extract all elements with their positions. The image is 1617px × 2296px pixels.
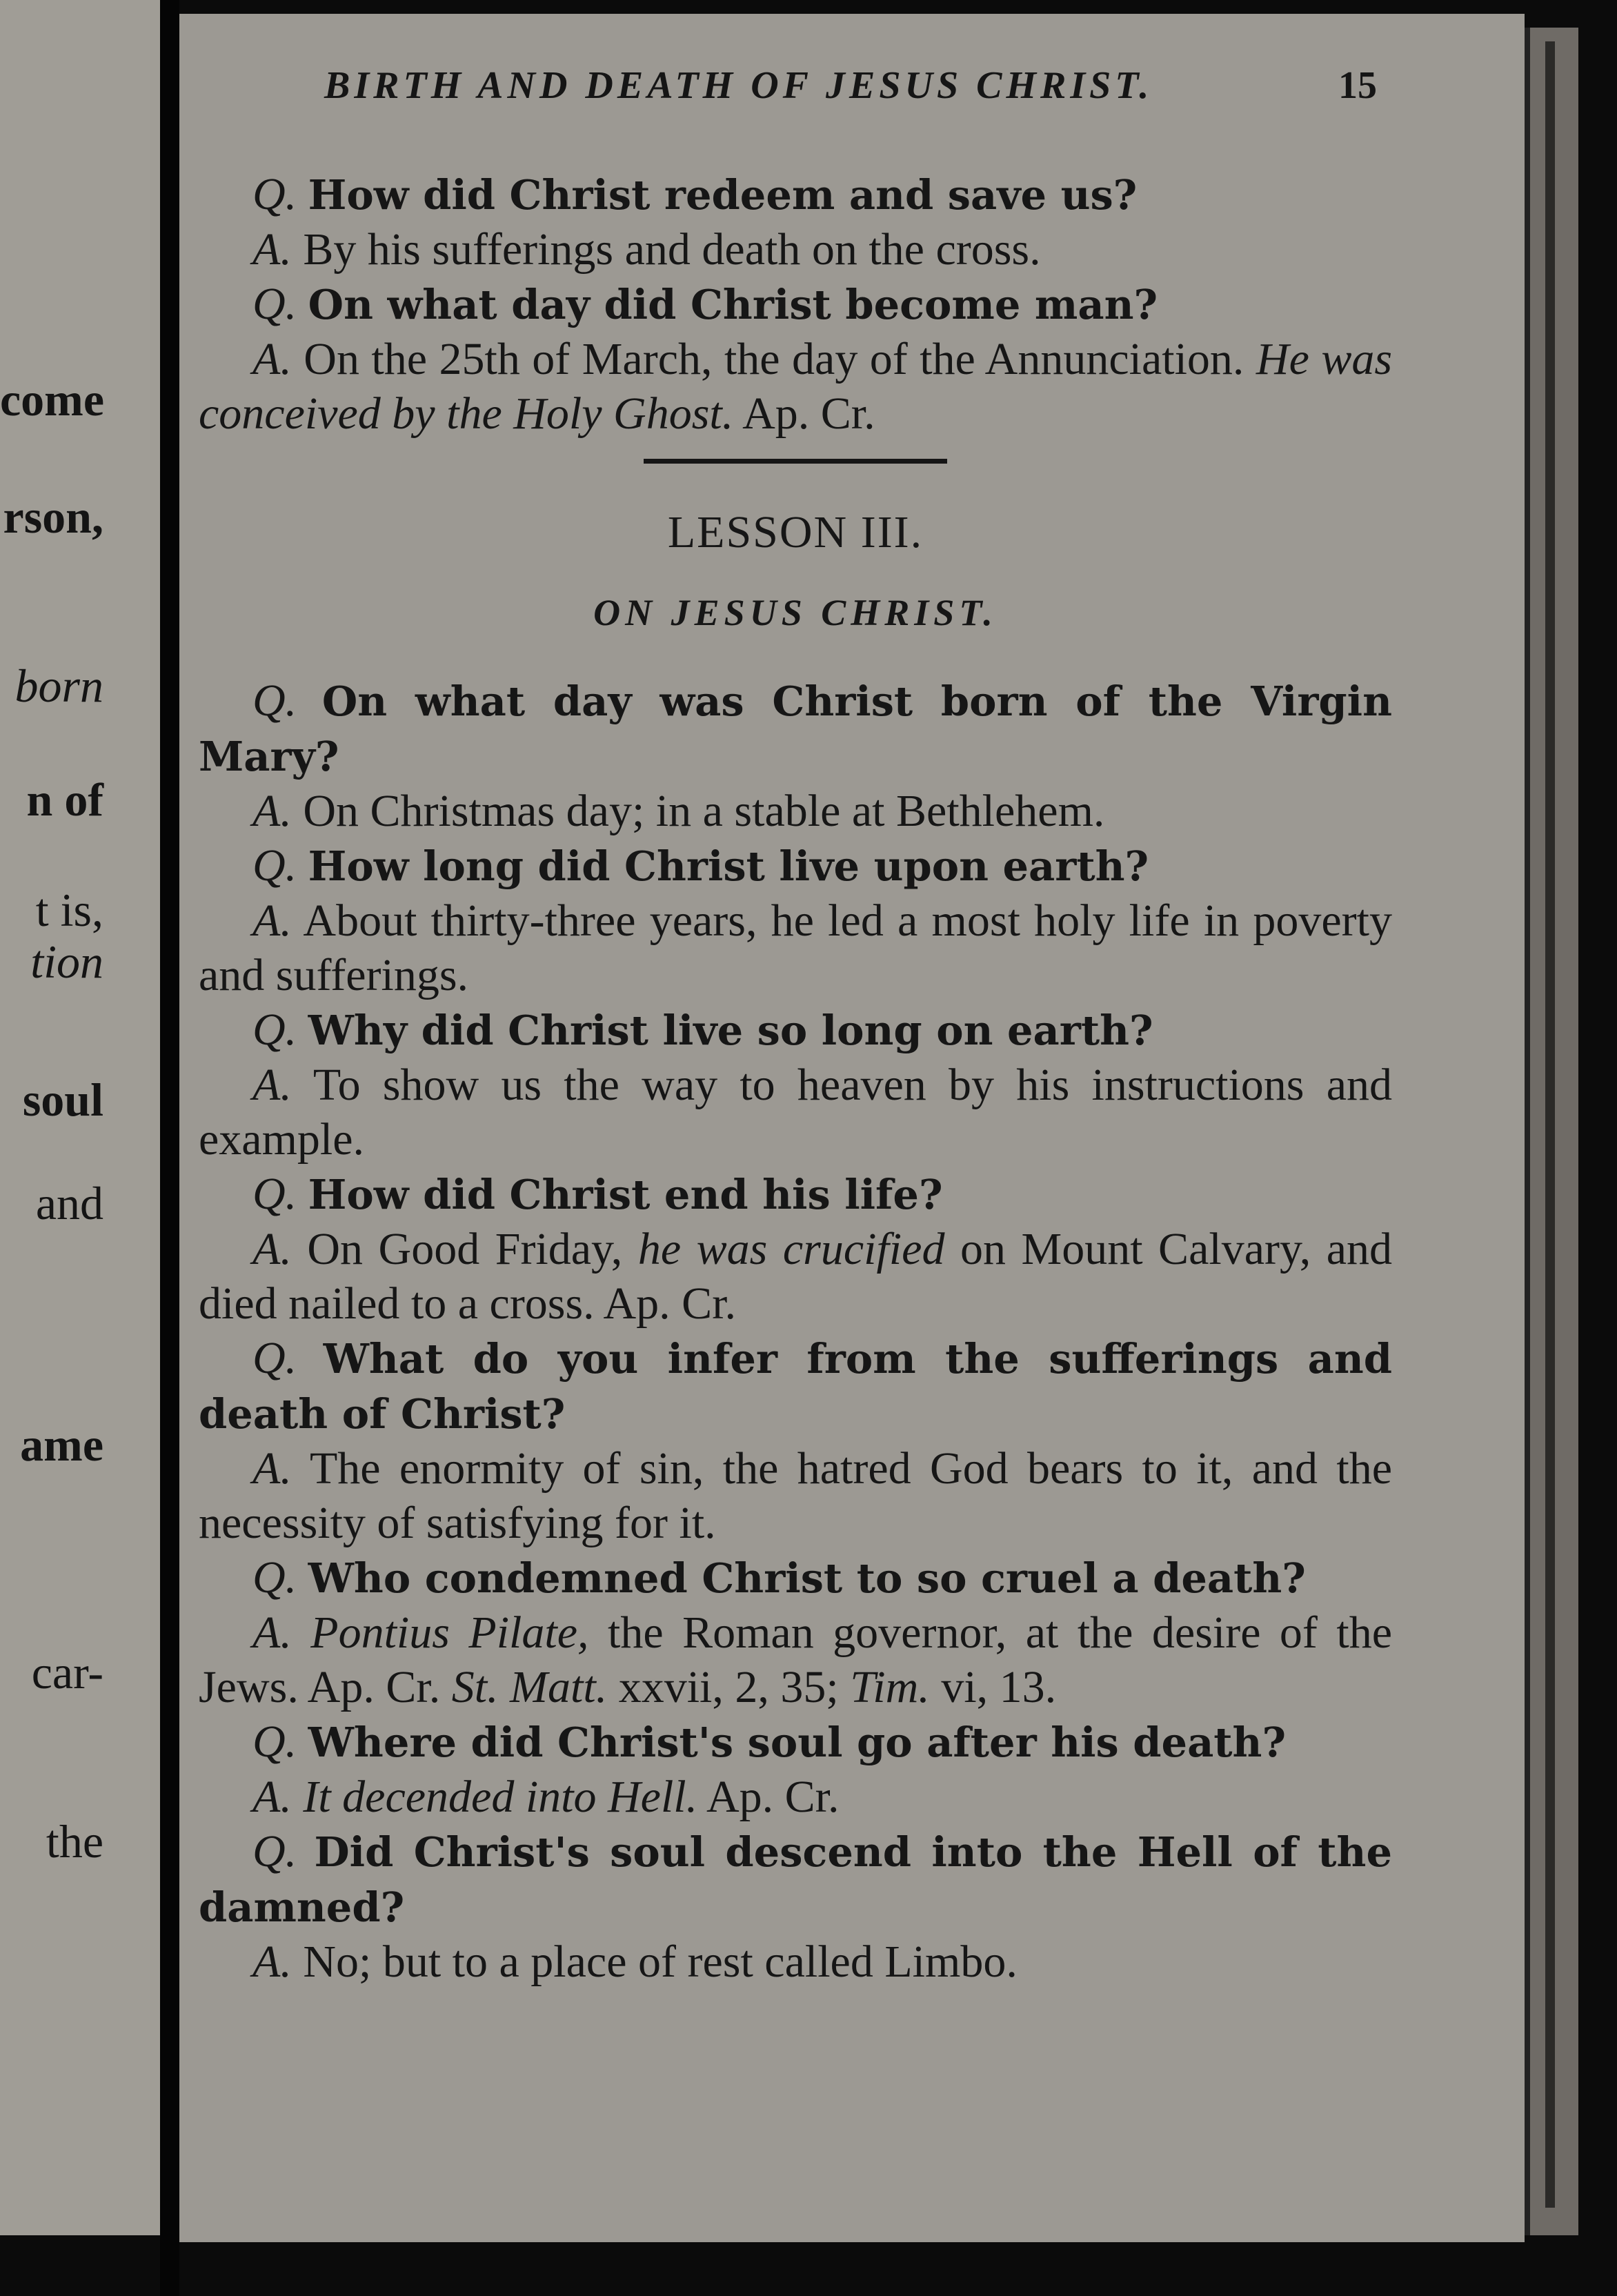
answer-italic: he was crucified bbox=[637, 1224, 945, 1274]
left-margin-fragment: the bbox=[46, 1815, 103, 1868]
q-label: Q. bbox=[252, 279, 297, 329]
answer-text: The enormity of sin, the hatred God bears to it, and the necessity of satisfying for it. bbox=[199, 1443, 1392, 1548]
answer bbox=[199, 1934, 1392, 1989]
answer-text: on Mount Calvary, and died nailed to a cross. Ap. Cr. bbox=[199, 1224, 1393, 1329]
question-text: What do you infer from the sufferings and death of Christ? bbox=[199, 1335, 1393, 1438]
answer bbox=[199, 1441, 1392, 1550]
a-label: A. bbox=[252, 224, 292, 275]
answer-reference: Ap. Cr. bbox=[706, 1772, 840, 1822]
q-label: Q. bbox=[252, 1826, 297, 1877]
page-edge-shadow bbox=[1545, 41, 1555, 2208]
book-page bbox=[179, 14, 1525, 2242]
q-label: Q. bbox=[252, 169, 297, 219]
question bbox=[199, 277, 1392, 332]
answer bbox=[199, 893, 1392, 1002]
q-label: Q. bbox=[252, 1333, 297, 1383]
answer-reference: Ap. Cr. bbox=[742, 388, 875, 439]
section-divider bbox=[644, 459, 947, 464]
answer-text: To show us the way to heaven by his instructions and example. bbox=[199, 1060, 1392, 1165]
question bbox=[199, 1714, 1392, 1770]
lesson-title: LESSON III. bbox=[667, 507, 924, 557]
answer bbox=[199, 1222, 1392, 1331]
question bbox=[199, 673, 1392, 784]
question bbox=[199, 1002, 1392, 1058]
a-label: A. bbox=[252, 334, 292, 384]
answer bbox=[199, 332, 1392, 441]
a-label: A. bbox=[252, 786, 292, 836]
left-margin-fragment: and bbox=[35, 1177, 103, 1229]
question-text: Did Christ's soul descend into the Hell of the damned? bbox=[199, 1828, 1392, 1931]
question-text: On what day did Christ become man? bbox=[308, 281, 1158, 328]
answer-italic: He was conceived by the Holy Ghost. bbox=[199, 334, 1393, 439]
answer bbox=[199, 222, 1392, 277]
question bbox=[199, 1331, 1392, 1441]
left-margin-fragment: come bbox=[0, 373, 105, 426]
answer-text: About thirty-three years, he led a most holy life in poverty and sufferings. bbox=[199, 895, 1392, 1000]
answer-text: the Roman governor, at the desire of the Jews. Ap. Cr. bbox=[199, 1607, 1392, 1712]
a-label: A. bbox=[252, 895, 292, 946]
a-label: A. bbox=[252, 1937, 292, 1987]
a-label: A. bbox=[252, 1060, 292, 1110]
lesson-subtitle: ON JESUS CHRIST. bbox=[593, 592, 998, 633]
q-label: Q. bbox=[252, 675, 297, 726]
left-margin-fragment: soul bbox=[22, 1073, 103, 1126]
scripture-ref-number: vi, 13. bbox=[941, 1662, 1057, 1712]
q-label: Q. bbox=[252, 840, 297, 891]
left-margin-fragment: tion bbox=[30, 936, 103, 988]
question bbox=[199, 1550, 1392, 1605]
q-label: Q. bbox=[252, 1169, 297, 1219]
question-text: How long did Christ live upon earth? bbox=[308, 842, 1149, 890]
a-label: A. bbox=[252, 1224, 292, 1274]
question-text: Who condemned Christ to so cruel a death? bbox=[308, 1554, 1306, 1602]
question bbox=[199, 1167, 1392, 1222]
page-number: 15 bbox=[1338, 64, 1377, 107]
answer-text: On Christmas day; in a stable at Bethlehem. bbox=[303, 786, 1105, 836]
left-margin-fragment: born bbox=[14, 660, 103, 712]
left-margin-fragment: car- bbox=[31, 1646, 103, 1699]
question-text: On what day was Christ born of the Virgin Mary? bbox=[199, 677, 1392, 780]
question-text: Why did Christ live so long on earth? bbox=[308, 1007, 1153, 1054]
left-page-margin bbox=[0, 0, 160, 2235]
left-margin-fragment: n of bbox=[26, 773, 103, 826]
question bbox=[199, 1824, 1392, 1934]
question bbox=[199, 838, 1392, 893]
answer-text: On the 25th of March, the day of the Annunciation. bbox=[304, 334, 1244, 384]
answer bbox=[199, 1058, 1392, 1167]
answer-text: No; but to a place of rest called Limbo. bbox=[303, 1937, 1018, 1987]
answer bbox=[199, 784, 1392, 838]
book-gutter bbox=[160, 0, 179, 2296]
left-margin-fragment: rson, bbox=[3, 491, 103, 543]
q-label: Q. bbox=[252, 1552, 297, 1603]
answer-text: On Good Friday, bbox=[307, 1224, 623, 1274]
answer-italic: It decended into Hell. bbox=[303, 1772, 698, 1822]
scripture-ref: Tim. bbox=[850, 1662, 930, 1712]
question bbox=[199, 167, 1392, 222]
q-label: Q. bbox=[252, 1004, 297, 1055]
answer-text: By his sufferings and death on the cross. bbox=[303, 224, 1041, 275]
a-label: A. bbox=[252, 1772, 292, 1822]
question-text: How did Christ end his life? bbox=[308, 1171, 943, 1218]
question-text: Where did Christ's soul go after his death? bbox=[308, 1719, 1287, 1766]
a-label: A. bbox=[252, 1443, 292, 1494]
q-label: Q. bbox=[252, 1716, 297, 1767]
left-margin-fragment: t is, bbox=[35, 884, 103, 936]
answer bbox=[199, 1770, 1392, 1824]
running-head: BIRTH AND DEATH OF JESUS CHRIST. bbox=[324, 64, 1153, 107]
scripture-ref-number: xxvii, 2, 35; bbox=[618, 1662, 839, 1712]
answer-italic: Pontius Pilate, bbox=[310, 1607, 589, 1658]
left-margin-fragment: ame bbox=[20, 1418, 103, 1471]
question-text: How did Christ redeem and save us? bbox=[308, 171, 1138, 219]
answer bbox=[199, 1605, 1392, 1714]
scripture-ref: St. Matt. bbox=[451, 1662, 608, 1712]
page-text bbox=[199, 167, 1392, 1989]
a-label: A. bbox=[252, 1607, 292, 1658]
